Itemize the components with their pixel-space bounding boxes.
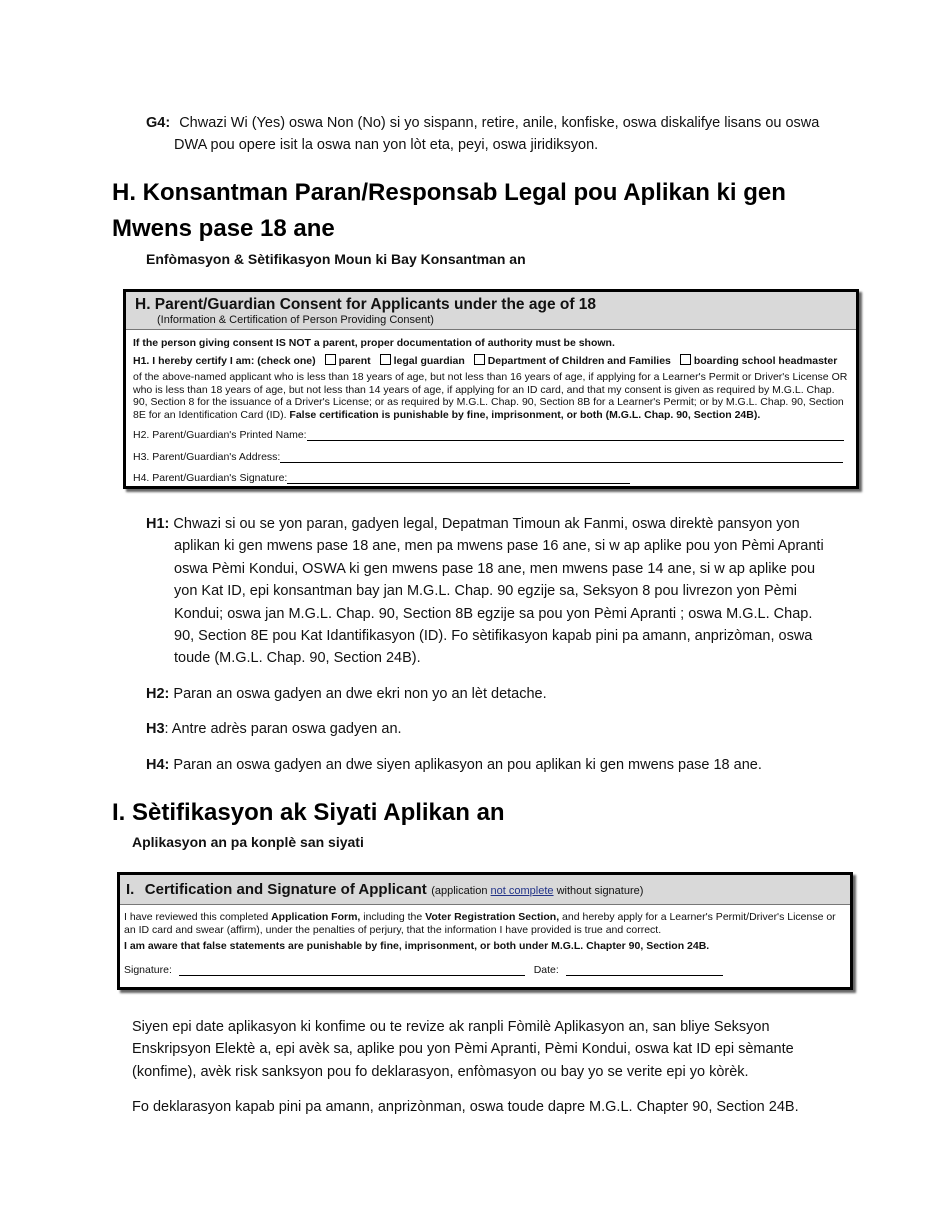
form-i-signature-line xyxy=(179,975,525,976)
applicant-certification-form-image xyxy=(117,872,853,990)
form-i-text2: I am aware that false statements are punishable by fine, imprisonment, or both under M.G.L. Chapter 90, Section 24B. xyxy=(124,940,710,952)
form-i-text1-b: Application Form, xyxy=(271,911,361,923)
h2-instruction xyxy=(146,683,836,705)
g4-tag: G4: xyxy=(146,115,171,131)
form-i-signature-label: Signature: xyxy=(124,964,172,976)
option-headmaster: boarding school headmaster xyxy=(693,355,838,367)
form-i-text1 xyxy=(124,911,842,936)
section-h-subtitle: Enfòmasyon & Sètifikasyon Moun ki Bay Konsantman an xyxy=(146,251,526,267)
h3-instruction xyxy=(146,718,836,740)
g4-text: Chwazi Wi (Yes) oswa Non (No) si yo sispann, retire, anile, konfiske, oswa diskalifye lisans ou oswa DWA pou opere isit la oswa nan yon lòt eta, peyi, oswa jiridiksyon. xyxy=(174,115,820,154)
section-i-subtitle: Aplikasyon an pa konplè san siyati xyxy=(132,834,364,850)
checkbox-icon xyxy=(474,354,485,365)
checkbox-icon xyxy=(380,354,391,365)
g4-instruction xyxy=(146,112,826,157)
h2-text: Paran an oswa gadyen an dwe ekri non yo an lèt detache. xyxy=(173,686,547,702)
section-h-title-line2: Mwens pase 18 ane xyxy=(112,215,335,242)
form-h-body-text: of the above-named applicant who is less than 18 years of age, but not less than 16 years of age, if applying for a Learner's Permit or Driver's License OR who is less than 18 years of age, but not less than 14 years of age, if applying for an ID card, and that my consent is given as required by M.G.L. Chap. 90, Section 8 for the issuance of a Driver's License; or as required by M.G.L. Chap. 90, Section 8B for a Learner's Permit; or by M.G.L. Chap. 90, Section 8E for an Identification Card (ID). xyxy=(133,371,848,421)
form-i-date-label: Date: xyxy=(533,964,559,976)
form-i-date-line xyxy=(566,975,723,976)
form-i-signature-row xyxy=(124,964,723,976)
form-i-note-link: not complete xyxy=(490,885,554,897)
form-h-h2-line xyxy=(307,440,844,441)
form-h-h2-row xyxy=(133,429,844,441)
form-h-h1-row xyxy=(133,354,837,368)
parent-consent-form-image xyxy=(123,289,859,489)
form-i-text1-c: including the xyxy=(360,911,426,923)
h3-text: : Antre adrès paran oswa gadyen an. xyxy=(164,721,402,737)
form-i-text1-a: I have reviewed this completed xyxy=(124,911,272,923)
option-legal-guardian: legal guardian xyxy=(393,355,465,367)
form-i-note xyxy=(431,885,643,897)
form-h-h2-label: H2. Parent/Guardian's Printed Name: xyxy=(133,429,307,441)
section-i-paragraph-1: Siyen epi date aplikasyon ki konfime ou te revize ak ranpli Fòmilè Aplikasyon an, san bliye Seksyon Enskripsyon Elektè a, epi avèk sa, aplike pou yon Pèmi Apranti, Pèmi Kondui, oswa kat ID epi sèmante (konfime), avèk risk sanksyon pou fo deklarasyon, enfòmasyon ou bay yo se verite epi yo kòrèk. xyxy=(132,1019,794,1080)
option-parent: parent xyxy=(338,355,371,367)
form-h-h1-label: H1. I hereby certify I am: (check one) xyxy=(133,355,316,367)
form-h-body xyxy=(133,371,848,421)
form-i-text1-e: and hereby apply for a Learner's Permit/Driver's License or an ID card and swear (affirm), under the penalties of perjury, that the information I have provided is true and correct. xyxy=(124,911,836,936)
form-h-h3-line xyxy=(280,462,843,463)
form-h-h4-label: H4. Parent/Guardian's Signature: xyxy=(133,472,288,484)
h1-tag: H1: xyxy=(146,516,170,532)
h4-tag: H4: xyxy=(146,757,170,773)
section-i-paragraph-2: Fo deklarasyon kapab pini pa amann, anprizònman, oswa toude dapre M.G.L. Chapter 90, Section 24B. xyxy=(132,1099,799,1115)
form-h-h3-label: H3. Parent/Guardian's Address: xyxy=(133,451,281,463)
form-h-header xyxy=(126,292,856,330)
h1-instruction xyxy=(146,513,836,670)
form-h-title: H. Parent/Guardian Consent for Applicants under the age of 18 xyxy=(135,296,597,313)
h1-text: Chwazi si ou se yon paran, gadyen legal, Depatman Timoun ak Fanmi, oswa direktè pansyon yon aplikan ki gen mwens pase 18 ane, men pa mwens pase 16 ane, si w ap aplike pou yon Pèmi Apranti oswa Pèmi Kondui, OSWA ki gen mwens pase 18 ane, men mwens pase 14 ane, si w ap aplike pou yon Kat ID, epi konsantman bay jan M.G.L. Chap. 90 egzije sa, Seksyon 8 pou livrezon yon Pèmi Kondui; oswa jan M.G.L. Chap. 90, Section 8B egzije sa pou yon Pèmi Apranti ; oswa M.G.L. Chap. 90, Section 8E pou Kat Idantifikasyon (ID). Fo sètifikasyon kapab pini pa amann, anprizòman, oswa toude (M.G.L. Chap. 90, Section 24B). xyxy=(173,516,824,667)
section-h-title-line1: H. Konsantman Paran/Responsab Legal pou Aplikan ki gen xyxy=(112,179,786,206)
checkbox-icon xyxy=(325,354,336,365)
form-h-body-bold: False certification is punishable by fine, imprisonment, or both (M.G.L. Chap. 90, Section 24B). xyxy=(289,408,761,421)
form-i-note-post: without signature) xyxy=(553,885,644,897)
form-i-header xyxy=(120,875,850,905)
form-i-text1-d: Voter Registration Section, xyxy=(425,911,560,923)
form-h-warning: If the person giving consent IS NOT a parent, proper documentation of authority must be shown. xyxy=(133,337,615,349)
h4-text: Paran an oswa gadyen an dwe siyen aplikasyon an pou aplikan ki gen mwens pase 18 ane. xyxy=(173,757,762,773)
form-i-title: Certification and Signature of Applicant xyxy=(144,881,427,898)
form-i-title-prefix: I. xyxy=(126,881,135,898)
h4-instruction xyxy=(146,754,836,776)
form-h-h4-row xyxy=(133,472,630,484)
form-i-note-pre: (application xyxy=(431,885,491,897)
section-i-title: I. Sètifikasyon ak Siyati Aplikan an xyxy=(112,799,505,826)
form-h-h4-line xyxy=(287,483,630,484)
h2-tag: H2: xyxy=(146,686,170,702)
form-h-h3-row xyxy=(133,451,843,463)
option-dcf: Department of Children and Families xyxy=(487,355,671,367)
form-h-subtitle: (Information & Certification of Person Providing Consent) xyxy=(157,314,434,326)
checkbox-icon xyxy=(680,354,691,365)
h3-tag: H3 xyxy=(146,721,165,737)
